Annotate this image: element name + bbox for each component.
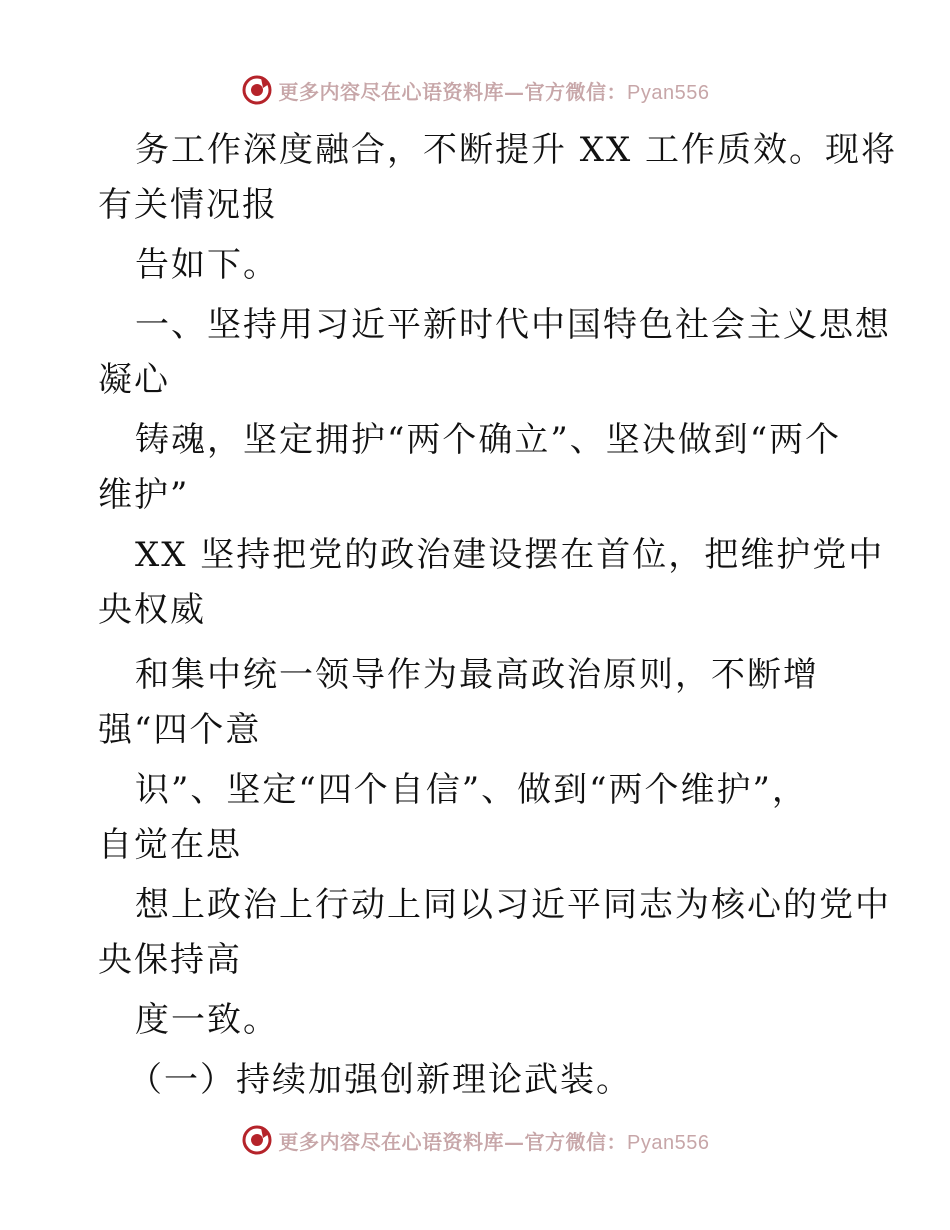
banner-wechat-id: Pyan556 xyxy=(627,81,710,104)
body-line: 强“四个意 xyxy=(98,710,262,750)
banner-text xyxy=(279,1126,710,1155)
banner-site-text: 更多内容尽在心语资料库 xyxy=(278,79,505,104)
banner-wechat-label: 官方微信： xyxy=(524,1129,628,1154)
banner-separator: — xyxy=(504,79,525,104)
body-line: 一、坚持用习近平新时代中国特色社会主义思想 xyxy=(135,305,891,345)
body-line: 央权威 xyxy=(98,590,206,630)
logo-icon xyxy=(241,1124,273,1156)
body-line: 维护” xyxy=(98,475,190,515)
banner-text xyxy=(279,76,710,105)
banner-wechat-label: 官方微信： xyxy=(524,79,628,104)
body-line: 和集中统一领导作为最高政治原则，不断增 xyxy=(135,655,819,695)
header-banner xyxy=(0,70,950,110)
body-line: 告如下。 xyxy=(135,245,279,285)
body-line: XX 坚持把党的政治建设摆在首位，把维护党中 xyxy=(135,535,885,575)
logo-icon xyxy=(241,74,273,106)
body-line: 凝心 xyxy=(98,360,170,400)
body-line: 铸魂，坚定拥护“两个确立”、坚决做到“两个 xyxy=(135,420,842,460)
banner-separator: — xyxy=(504,1129,525,1154)
body-line: 央保持高 xyxy=(98,940,242,980)
body-line: 自觉在思 xyxy=(98,825,242,865)
body-line: 务工作深度融合，不断提升 XX 工作质效。现将 xyxy=(135,130,898,170)
body-line: 度一致。 xyxy=(135,1000,279,1040)
banner-wechat-id: Pyan556 xyxy=(627,1131,710,1154)
footer-banner xyxy=(0,1120,950,1160)
body-line: 识”、坚定“四个自信”、做到“两个维护”， xyxy=(135,770,808,810)
body-line: 有关情况报 xyxy=(98,185,278,225)
body-line: （一）持续加强创新理论武装。 xyxy=(128,1060,632,1100)
body-line: 想上政治上行动上同以习近平同志为核心的党中 xyxy=(135,885,891,925)
banner-site-text: 更多内容尽在心语资料库 xyxy=(278,1129,505,1154)
